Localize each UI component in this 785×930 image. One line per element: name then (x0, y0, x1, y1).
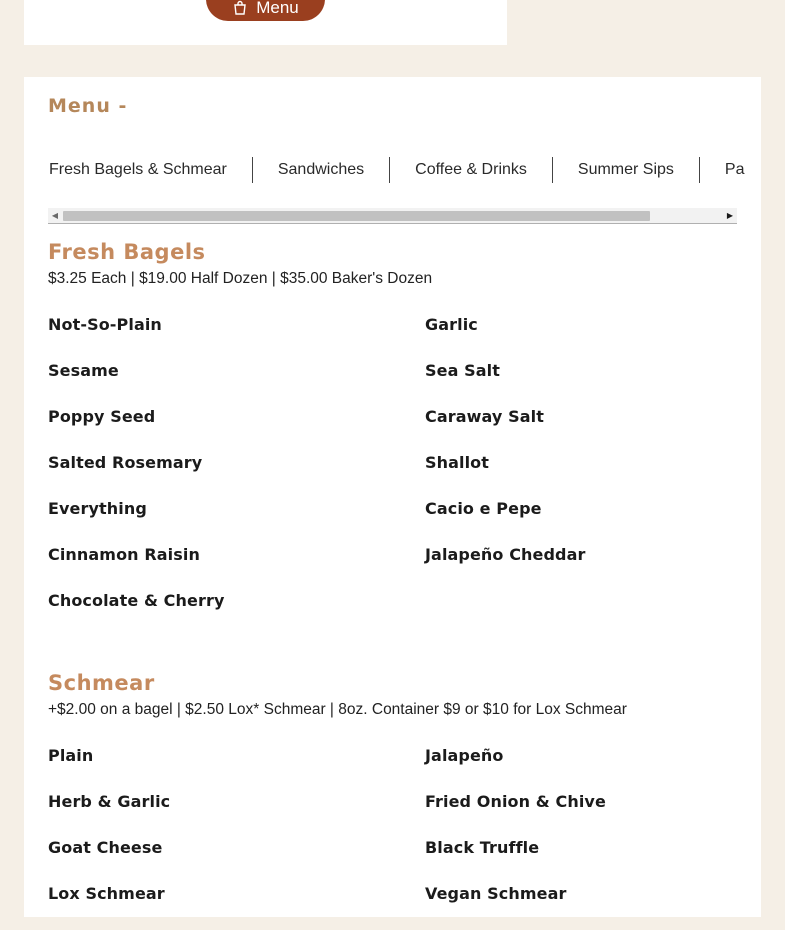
tab-coffee-drinks[interactable]: Coffee & Drinks (390, 157, 553, 183)
section-subtitle-bagels: $3.25 Each | $19.00 Half Dozen | $35.00 Baker's Dozen (48, 270, 433, 287)
list-item: Sea Salt (425, 361, 500, 380)
list-item: Jalapeño (425, 746, 504, 765)
scroll-right-arrow-icon[interactable]: ▶ (726, 211, 734, 220)
list-item: Black Truffle (425, 838, 540, 857)
list-item: Shallot (425, 453, 490, 472)
list-item: Salted Rosemary (48, 453, 203, 472)
tab-pastries[interactable]: Pa (724, 161, 745, 178)
section-subtitle-schmear: +$2.00 on a bagel | $2.50 Lox* Schmear | 8oz. Container $9 or $10 for Lox Schmear (48, 701, 627, 718)
section-title-schmear: Schmear (48, 671, 155, 695)
top-card (24, 0, 507, 45)
bagels-list (48, 315, 738, 637)
list-item: Sesame (48, 361, 119, 380)
list-item (425, 591, 738, 637)
list-item: Caraway Salt (425, 407, 544, 426)
menu-card (24, 77, 761, 917)
menu-button-label: Menu (256, 0, 299, 17)
list-item: Poppy Seed (48, 407, 156, 426)
menu-heading[interactable]: Menu - (48, 95, 128, 117)
tab-sandwiches[interactable]: Sandwiches (253, 157, 390, 183)
list-item: Goat Cheese (48, 838, 163, 857)
menu-button[interactable] (206, 0, 325, 21)
tabs-scrollbar[interactable] (48, 208, 737, 224)
list-item: Plain (48, 746, 94, 765)
schmear-list (48, 746, 738, 930)
bag-icon (232, 0, 248, 16)
list-item: Cacio e Pepe (425, 499, 542, 518)
tab-summer-sips[interactable]: Summer Sips (553, 157, 700, 183)
scroll-thumb[interactable] (63, 211, 650, 221)
list-item: Garlic (425, 315, 478, 334)
list-item: Cinnamon Raisin (48, 545, 200, 564)
list-item: Everything (48, 499, 147, 518)
list-item: Not-So-Plain (48, 315, 162, 334)
list-item: Chocolate & Cherry (48, 591, 225, 610)
list-item: Herb & Garlic (48, 792, 171, 811)
list-item: Lox Schmear (48, 884, 165, 903)
menu-tabs (48, 155, 745, 185)
scroll-left-arrow-icon[interactable]: ◀ (51, 211, 59, 220)
list-item: Jalapeño Cheddar (425, 545, 586, 564)
section-title-bagels: Fresh Bagels (48, 240, 206, 264)
tab-fresh-bagels[interactable]: Fresh Bagels & Schmear (48, 157, 253, 183)
list-item: Fried Onion & Chive (425, 792, 606, 811)
list-item: Vegan Schmear (425, 884, 567, 903)
